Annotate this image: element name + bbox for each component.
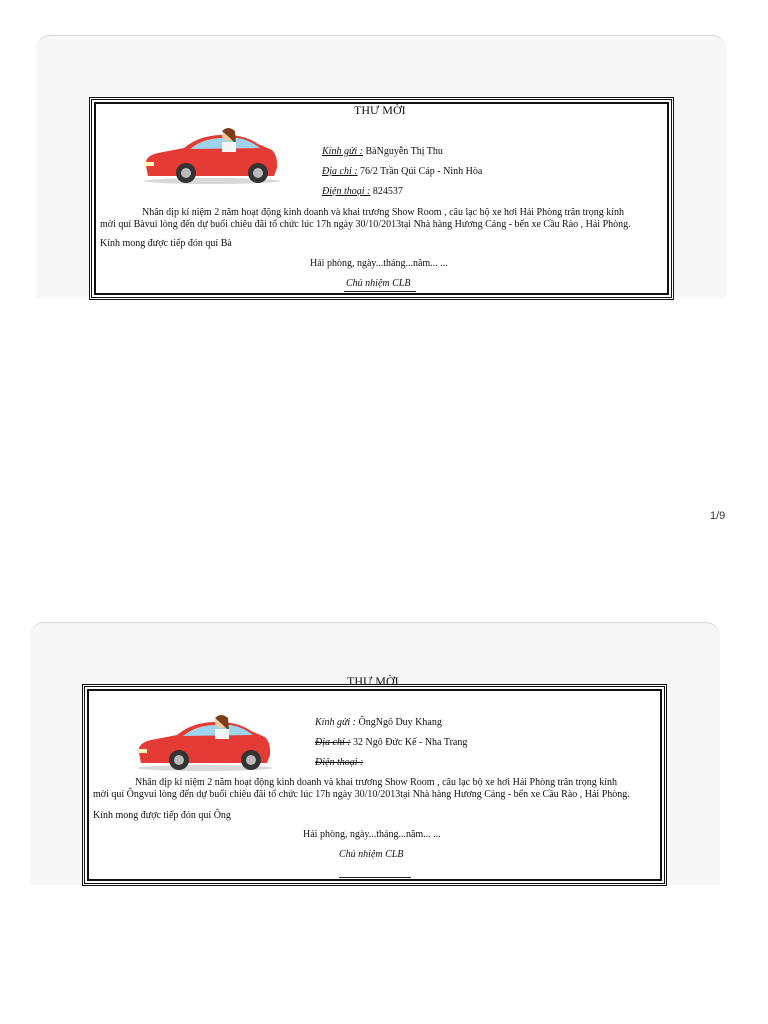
phone-label: Điện thoại : [322, 186, 371, 197]
phone-label: Điện thoại : [315, 757, 364, 768]
signature-line [344, 291, 416, 292]
page-indicator: 1/9 [710, 510, 726, 522]
invitation-body [93, 777, 658, 801]
date-line: Hải phòng, ngày...tháng...năm... ... [310, 258, 448, 269]
date-line: Hải phòng, ngày...tháng...năm... ... [303, 829, 441, 840]
address-label: Địa chỉ : [322, 166, 358, 177]
recipient-label: Kính gửi : [322, 146, 364, 157]
signature: Chủ nhiệm CLB [346, 278, 411, 289]
invitation-body [100, 207, 660, 231]
letter-title: THƯ MỜI [354, 103, 406, 117]
letter-title: THƯ MỜI [347, 674, 399, 688]
address-label: Địa chỉ : [315, 737, 351, 748]
body-line-2: mời quí Ôngvui lòng đến dự buổi chiêu đãi tổ chức lúc 17h ngày 30/10/2013tại Nhà hàng Hương Cảng - bến xe Cầu Rào , Hải Phòng. [93, 789, 630, 800]
closing-line: Kính mong được tiếp đón quí Bà [100, 238, 232, 249]
body-line-1: Nhân dịp kỉ niệm 2 năm hoạt động kinh doanh và khai trương Show Room , câu lạc bộ xe hơi Hải Phòng trân trọng kính [142, 207, 625, 218]
body-line-1: Nhân dịp kỉ niệm 2 năm hoạt động kinh doanh và khai trương Show Room , câu lạc bộ xe hơi Hải Phòng trân trọng kính [135, 777, 618, 788]
signature-line [339, 877, 411, 878]
closing-line: Kính mong được tiếp đón quí Ông [93, 810, 231, 821]
car-illustration [133, 713, 273, 773]
signature: Chủ nhiệm CLB [339, 849, 404, 860]
car-illustration [140, 126, 280, 186]
recipient-label: Kính gửi : [315, 717, 357, 728]
recipient-value: ÔngNgô Duy Khang [358, 717, 442, 728]
phone-value: 824537 [372, 186, 403, 197]
body-line-2: mời quí Bàvui lòng đến dự buổi chiêu đãi tổ chức lúc 17h ngày 30/10/2013tại Nhà hàng Hương Cảng - bến xe Cầu Rào , Hải Phòng. [100, 219, 631, 230]
address-value: 76/2 Trần Qúi Cáp - Ninh Hòa [360, 166, 483, 177]
address-value: 32 Ngô Đức Kế - Nha Trang [353, 737, 468, 748]
recipient-value: BàNguyễn Thị Thu [365, 146, 443, 157]
